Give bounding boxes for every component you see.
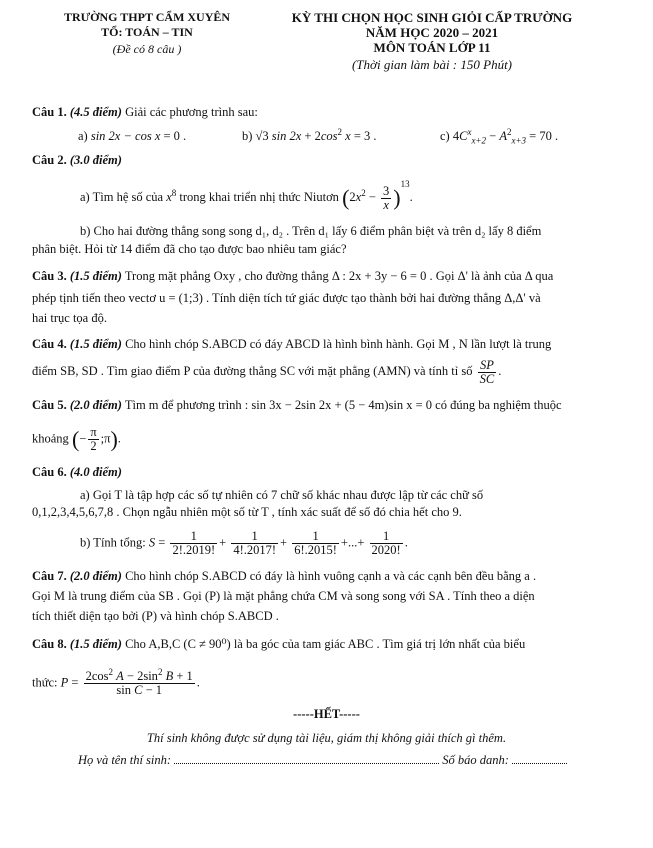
school-year: NĂM HỌC 2020 – 2021 bbox=[365, 25, 499, 40]
q4-label: Câu 4. bbox=[32, 337, 67, 351]
q6-stem bbox=[32, 464, 621, 481]
q3-label: Câu 3. bbox=[32, 269, 67, 283]
candidate-info bbox=[78, 752, 621, 769]
q6-a-line2: 0,1,2,3,4,5,6,7,8 . Chọn ngẫu nhiên một số từ T , tính xác suất để số đó chia hết cho 9. bbox=[32, 505, 462, 519]
q2-stem bbox=[32, 152, 621, 169]
q6-points: (4.0 điểm) bbox=[69, 465, 122, 479]
subject: MÔN TOÁN LỚP 11 bbox=[373, 40, 491, 55]
department: TỔ: TOÁN – TIN bbox=[101, 25, 193, 39]
q2-points: (3.0 điểm) bbox=[69, 153, 122, 167]
q1-a: a) sin 2x − cos x = 0 . bbox=[78, 129, 187, 143]
q6-a-line1: a) Gọi T là tập hợp các số tự nhiên có 7 chữ số khác nhau được lập từ các chữ số bbox=[80, 488, 484, 502]
q8-points: (1.5 điểm) bbox=[69, 637, 122, 651]
q1-points: (4.5 điểm) bbox=[69, 105, 122, 119]
q2-a-text2: trong khai triển nhị thức Niutơn bbox=[179, 190, 339, 204]
q8-line2: thức: P = $\frac{2\cos^2 A - 2\sin^2 B + 1}{\text{sin C − 1}}$ . bbox=[32, 666, 200, 697]
q2-a: a) Tìm hệ số của $x^8$ trong khai triển nhị thức Niutơn ($2x^2$ − $\frac{3}{x}$ )$^{13}$. bbox=[80, 179, 413, 212]
header-right bbox=[262, 10, 602, 72]
q6-label: Câu 6. bbox=[32, 465, 67, 479]
q5-line2: khoảng (− $\frac{\pi}{2}$ ;π). bbox=[32, 425, 121, 453]
q7-points: (2.0 điểm) bbox=[69, 569, 122, 583]
q5-label: Câu 5. bbox=[32, 398, 67, 412]
q1-b: b) √3 $\sin 2x + 2\cos^2$ x = 3 . bbox=[242, 126, 377, 143]
q3-line1 bbox=[32, 268, 621, 285]
q1-label: Câu 1. bbox=[32, 105, 67, 119]
end-marker: -----HẾT----- bbox=[293, 707, 360, 721]
q1-text: Giải các phương trình sau: bbox=[121, 105, 258, 119]
q1-stem bbox=[32, 104, 621, 121]
q8-line1 bbox=[32, 636, 621, 653]
q4-points: (1.5 điểm) bbox=[69, 337, 122, 351]
id-label: Số báo danh: bbox=[442, 753, 509, 767]
q4-text1: Cho hình chóp S.ABCD có đáy ABCD là hình bình hành. Gọi M , N lần lượt là trung bbox=[121, 337, 552, 351]
q1-c: c) $4C^x_{x+2} - A^2_{x+3} = 70$ . bbox=[440, 126, 559, 146]
q6-b: b) Tính tổng: S = $\frac{1}{2!.2019!}$ + $\frac{1}{4!.2017!}$ + $\frac{1}{6!.2015!}$ +...+ $\frac{1}{2020!}$ . bbox=[80, 529, 408, 557]
q1-parts bbox=[78, 128, 621, 145]
q3-line2: phép tịnh tiến theo vectơ u = (1;3) . Tính diện tích tứ giác được tạo thành bởi hai đường thẳng Δ,Δ' và bbox=[32, 291, 541, 305]
q7-line1 bbox=[32, 568, 621, 585]
header-left bbox=[62, 10, 232, 57]
time-limit: (Thời gian làm bài : 150 Phút) bbox=[351, 57, 513, 72]
q2-b-line1: b) Cho hai đường thẳng song song d₁, d₂ . Trên d₁ lấy 6 điểm phân biệt và trên d₂ lấy 8 điểm bbox=[80, 224, 542, 238]
q7-label: Câu 7. bbox=[32, 569, 67, 583]
exam-title: KỲ THI CHỌN HỌC SINH GIỎI CẤP TRƯỜNG bbox=[291, 10, 573, 25]
question-count-note: (Đề có 8 câu ) bbox=[112, 42, 182, 56]
q3-points: (1.5 điểm) bbox=[69, 269, 122, 283]
name-blank bbox=[174, 753, 439, 764]
q2-label: Câu 2. bbox=[32, 153, 67, 167]
q4-text2: điểm SB, SD . Tìm giao điểm P của đường thẳng SC với mặt phẳng (AMN) và tính tỉ số bbox=[32, 364, 473, 378]
exam-note: Thí sinh không được sử dụng tài liệu, giám thị không giải thích gì thêm. bbox=[146, 731, 507, 745]
q4-line1 bbox=[32, 336, 621, 353]
q5-line1 bbox=[32, 397, 621, 414]
q7-text1: Cho hình chóp S.ABCD có đáy là hình vuông cạnh a và các cạnh bên đều bằng a . bbox=[121, 569, 537, 583]
school-name: TRƯỜNG THPT CẨM XUYÊN bbox=[63, 10, 231, 24]
q6-b-text: b) Tính tổng: bbox=[80, 535, 146, 550]
q5-text1: Tìm m để phương trình : sin 3x − 2sin 2x + (5 − 4m)sin x = 0 có đúng ba nghiệm thuộc bbox=[121, 398, 562, 412]
q7-line2: Gọi M là trung điểm của SB . Gọi (P) là mặt phẳng chứa CM và song song với SA . Tính theo a diện bbox=[32, 589, 535, 603]
id-blank bbox=[512, 753, 567, 764]
q2-b-line2: phân biệt. Hỏi từ 14 điểm đã cho tạo được bao nhiêu tam giác? bbox=[32, 242, 347, 256]
q5-text2: khoảng bbox=[32, 431, 69, 446]
q8-text1: Cho A,B,C (C ≠ 90⁰) là ba góc của tam giác ABC . Tìm giá trị lớn nhất của biểu bbox=[121, 637, 526, 651]
q2-a-text: a) Tìm hệ số của bbox=[80, 190, 164, 204]
q5-points: (2.0 điểm) bbox=[69, 398, 122, 412]
name-label: Họ và tên thí sinh: bbox=[78, 753, 172, 767]
q3-line3: hai trục tọa độ. bbox=[32, 311, 107, 325]
q8-label: Câu 8. bbox=[32, 637, 67, 651]
q4-line2: điểm SB, SD . Tìm giao điểm P của đường thẳng SC với mặt phẳng (AMN) và tính tỉ số $\frac{SP}{SC}$ . bbox=[32, 358, 502, 386]
q7-line3: tích thiết diện tạo bởi (P) và hình chóp S.ABCD . bbox=[32, 609, 279, 623]
q3-text1: Trong mặt phẳng Oxy , cho đường thẳng Δ : 2x + 3y − 6 = 0 . Gọi Δ' là ảnh của Δ qua bbox=[121, 269, 554, 283]
q8-text2: thức: bbox=[32, 675, 58, 690]
